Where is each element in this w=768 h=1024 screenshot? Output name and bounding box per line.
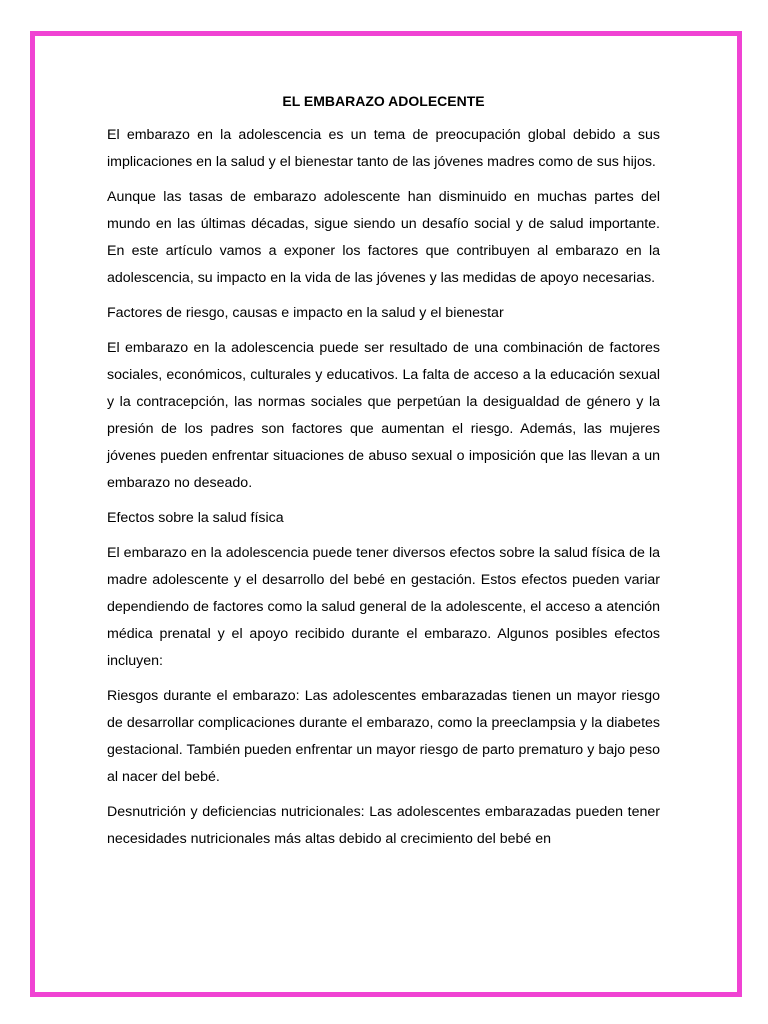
paragraph-pregnancy-risks: Riesgos durante el embarazo: Las adolescentes embarazadas tienen un mayor riesgo de desarrollar complicaciones durante el embarazo, como la preeclampsia y la diabetes gestacional. También pueden enfrentar un mayor riesgo de parto prematuro y bajo peso al nacer del bebé. bbox=[107, 688, 660, 785]
section-heading-physical-effects: Efectos sobre la salud física bbox=[107, 510, 284, 526]
paragraph-risk-factors: El embarazo en la adolescencia puede ser resultado de una combinación de factores sociales, económicos, culturales y educativos. La falta de acceso a la educación sexual y la contracepción, las normas sociales que perpetúan la desigualdad de género y la presión de los padres son factores que aumentan el riesgo. Además, las mujeres jóvenes pueden enfrentar situaciones de abuso sexual o imposición que las llevan a un embarazo no deseado. bbox=[107, 340, 660, 491]
paragraph-malnutrition: Desnutrición y deficiencias nutricionales: Las adolescentes embarazadas pueden tener necesidades nutricionales más altas debido al crecimiento del bebé en bbox=[107, 804, 660, 847]
document-title: EL EMBARAZO ADOLECENTE bbox=[282, 93, 485, 109]
paragraph-physical-effects: El embarazo en la adolescencia puede tener diversos efectos sobre la salud física de la madre adolescente y el desarrollo del bebé en gestación. Estos efectos pueden variar dependiendo de factores como la salud general de la adolescente, el acceso a atención médica prenatal y el apoyo recibido durante el embarazo. Algunos posibles efectos incluyen: bbox=[107, 545, 660, 669]
paragraph-context: Aunque las tasas de embarazo adolescente han disminuido en muchas partes del mundo en las últimas décadas, sigue siendo un desafío social y de salud importante. En este artículo vamos a exponer los factores que contribuyen al embarazo en la adolescencia, su impacto en la vida de las jóvenes y las medidas de apoyo necesarias. bbox=[107, 189, 660, 286]
paragraph-intro: El embarazo en la adolescencia es un tema de preocupación global debido a sus implicaciones en la salud y el bienestar tanto de las jóvenes madres como de sus hijos. bbox=[107, 127, 660, 170]
section-heading-risk-factors: Factores de riesgo, causas e impacto en la salud y el bienestar bbox=[107, 305, 504, 321]
document-body bbox=[107, 90, 660, 861]
